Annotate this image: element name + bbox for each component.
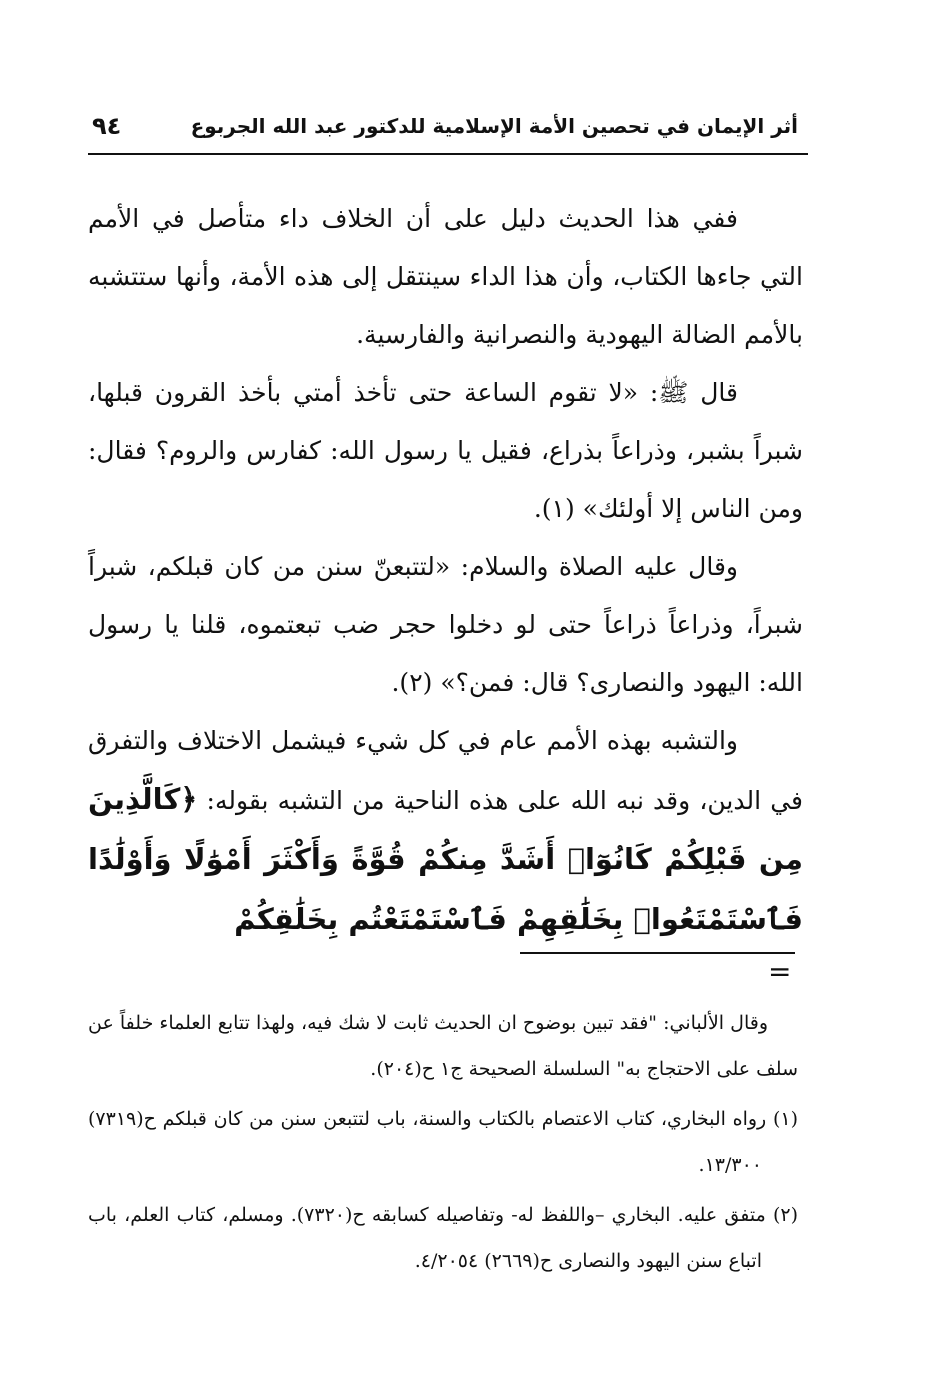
footnote-1: (١) رواه البخاري، كتاب الاعتصام بالكتاب والسنة، باب لتتبعن سنن من كان قبلكم ح(٧٣١٩) ١٣/٣٠٠. bbox=[88, 1108, 798, 1176]
paragraph-1: ففي هذا الحديث دليل على أن الخلاف داء متأصل في الأمم التي جاءها الكتاب، وأن هذا الداء سينتقل إلى هذه الأمة، وأنها ستتشبه بالأمم الضالة اليهودية والنصرانية والفارسية. bbox=[88, 204, 803, 349]
paragraph-3: وقال عليه الصلاة والسلام: «لتتبعنّ سنن من كان قبلكم، شبراً شبراً، وذراعاً ذراعاً حتى لو دخلوا حجر ضب تبعتموه، قلنا يا رسول الله: اليهود والنصارى؟ قال: فمن؟» (٢). bbox=[88, 552, 803, 697]
page-number: ٩٤ bbox=[92, 112, 122, 140]
paragraph-4 bbox=[88, 712, 803, 950]
footnote-continuation-mark: = bbox=[768, 955, 792, 988]
footnotes bbox=[88, 1000, 798, 1288]
quran-verse: ﴿كَالَّذِينَ مِن قَبْلِكُمْ كَانُوٓا۟ أَشَدَّ مِنكُمْ قُوَّةً وَأَكْثَرَ أَمْوَٰلًا وَأَوْلَٰدًا فَٱسْتَمْتَعُوا۟ بِخَلَٰقِهِمْ فَٱسْتَمْتَعْتُم بِخَلَٰقِكُمْ bbox=[88, 782, 803, 936]
header-title: أثر الإيمان في تحصين الأمة الإسلامية للدكتور عبد الله الجربوع bbox=[190, 114, 798, 138]
footnote-separator bbox=[520, 952, 795, 954]
header-rule bbox=[88, 153, 808, 155]
footnote-2: (٢) متفق عليه. البخاري –واللفظ له- وتفاصيله كسابقه ح(٧٣٢٠). ومسلم، كتاب العلم، باب اتباع سنن اليهود والنصارى ح(٢٦٦٩) ٤/٢٠٥٤. bbox=[88, 1204, 798, 1272]
paragraph-2: قال ﷺ: «لا تقوم الساعة حتى تأخذ أمتي بأخذ القرون قبلها، شبراً بشبر، وذراعاً بذراع، فقيل يا رسول الله: كفارس والروم؟ فقال: ومن الناس إلا أولئك» (١). bbox=[88, 378, 803, 523]
footnote-continued: وقال الألباني: "فقد تبين بوضوح ان الحديث ثابت لا شك فيه، ولهذا تتابع العلماء خلفاً عن سلف على الاحتجاج به" السلسلة الصحيحة ج١ ح(٢٠٤). bbox=[88, 1012, 798, 1080]
paragraph-4-text: والتشبه بهذه الأمم عام في كل شيء فيشمل الاختلاف والتفرق في الدين، وقد نبه الله على هذه الناحية من التشبه بقوله: bbox=[88, 726, 803, 815]
running-header bbox=[88, 108, 808, 146]
main-text bbox=[88, 190, 803, 950]
